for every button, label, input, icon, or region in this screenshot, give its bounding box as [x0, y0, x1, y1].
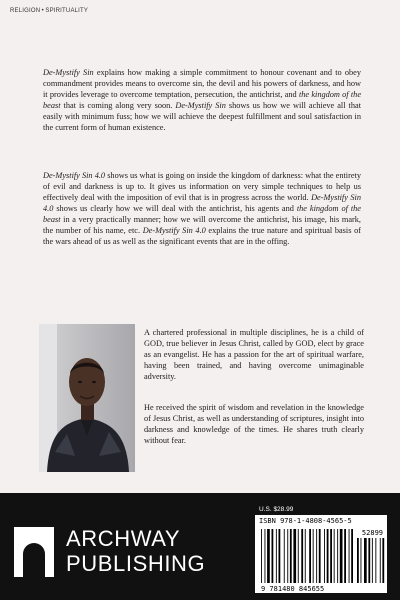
price-label: U.S. $28.99 — [259, 506, 294, 513]
barcode-block — [255, 515, 387, 593]
barcode-digits: 9 781480 845655 — [261, 585, 325, 593]
author-photo — [39, 324, 135, 472]
isbn-barcode — [257, 527, 385, 593]
publisher-name-line2: PUBLISHING — [66, 551, 206, 576]
author-bio-paragraph-2: He received the spirit of wisdom and revelation in the knowledge of Jesus Christ, as well as understanding of scriptures, insight into darkness and knowledge of the times. He shares truth clearly without fear. — [144, 403, 364, 445]
publisher-logo — [14, 526, 206, 577]
isbn-label: ISBN 978-1-4808-4565-5 — [259, 517, 352, 525]
publisher-name-line1: ARCHWAY — [66, 526, 181, 551]
category-label: RELIGION • SPIRITUALITY — [10, 8, 89, 14]
archway-arch-icon — [14, 527, 54, 577]
author-bio-paragraph-1: A chartered professional in multiple disciplines, he is a child of GOD, true believer in Jesus Christ, called by GOD, elect by grace as an evangelist. He has a passion for the art of spiritual warfare, having been trained, and having overcome unimaginable adversity. — [144, 328, 364, 381]
blurb-paragraph-2: De-Mystify Sin 4.0 shows us what is going on inside the kingdom of darkness: what the entirety of evil and darkness is up to. It gives us information on very simple techniques to help us effectively deal with the imposition of evil that is in progress across the world. De-Mystify Sin 4.0 shows us clearly how we will deal with the antichrist, his agents and the kingdom of the beast in a very practically manner; how we will overcome the antichrist, his image, his mark, the number of his name, etc. De-Mystify Sin 4.0 explains the true nature and spiritual basis of the wars ahead of us as well as the significant events that are in the offing. — [43, 171, 362, 246]
blurb-paragraph-1: De-Mystify Sin explains how making a simple commitment to honour covenant and to obey commandment provides means to overcome sin, the devil and his powers of darkness, and how it provides leverage to overcome temptation, persecution, the antichrist, and the kingdom of the beast that is coming along very soon. De-Mystify Sin shows us how we will achieve all that easily with minimum fuss; how we will achieve the deepest fulfillment and soul satisfaction in the current form of human existence. — [43, 68, 362, 132]
price-code: 52899 — [361, 529, 383, 537]
